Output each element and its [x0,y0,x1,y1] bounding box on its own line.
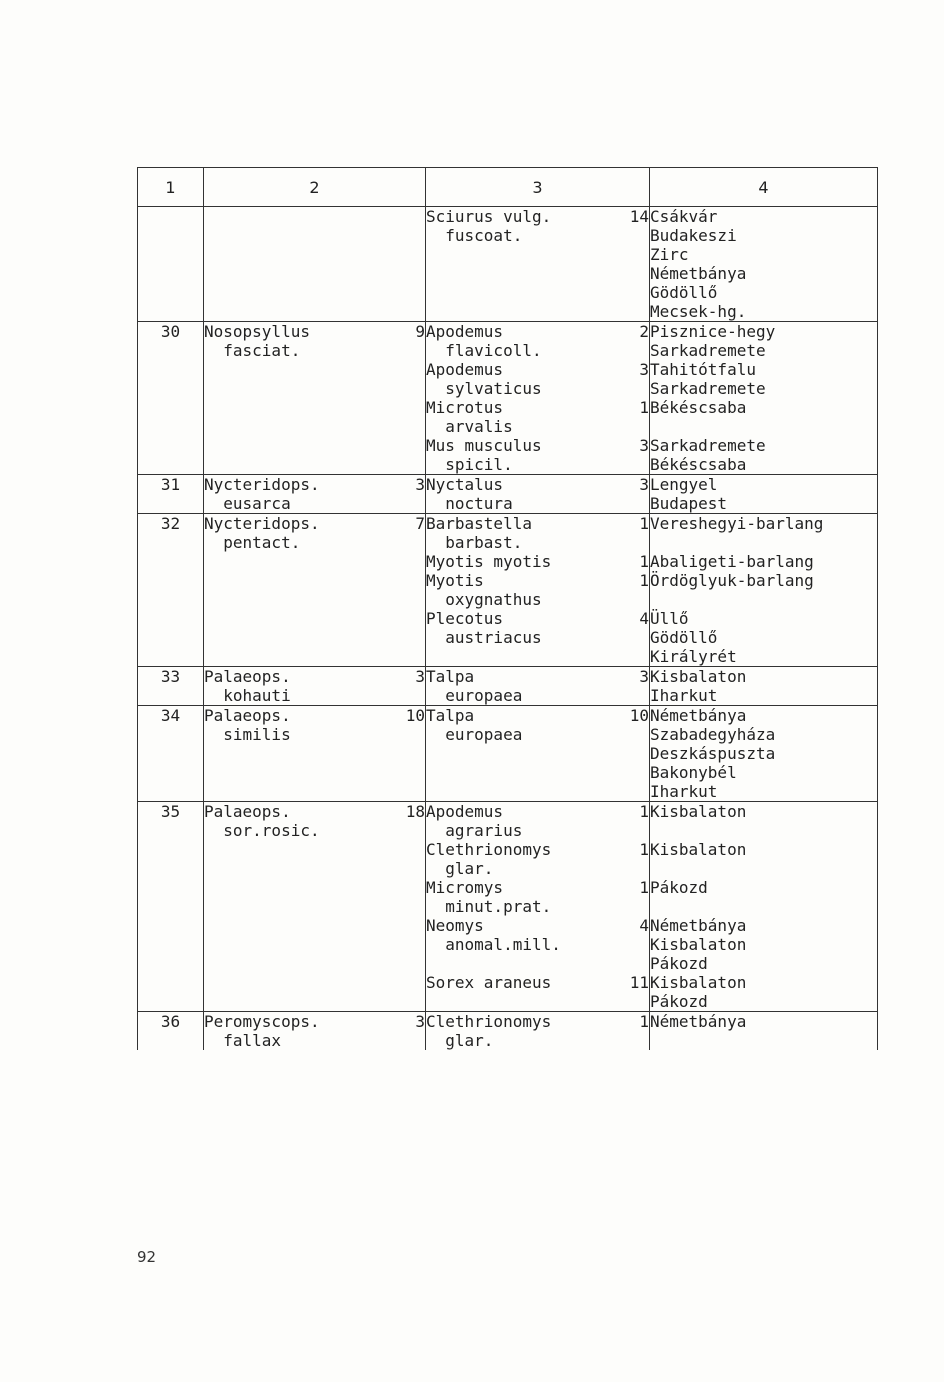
table-row [138,802,878,1012]
host-count: 3 [639,475,649,494]
host-count: 3 [639,360,649,379]
row-number: 30 [138,322,204,475]
host-species: Apodemus sylvaticus [426,360,542,398]
table-row [138,1012,878,1051]
flea-species: Nycteridops. eusarca [204,475,382,514]
host-count-list [606,667,650,706]
host-count: 1 [639,552,649,571]
host-count-list [606,802,650,1012]
host-count: 11 [629,973,649,992]
host-species: Clethrionomys glar. [426,1012,552,1050]
locality-list [650,475,878,514]
host-count: 3 [639,436,649,455]
table-row [138,475,878,514]
row-number: 34 [138,706,204,802]
localities: Abaligeti-barlang [650,552,814,571]
header-col-4: 4 [650,168,878,207]
host-species: Myotis myotis [426,552,552,571]
host-count-list [606,207,650,322]
host-species: Talpa europaea [426,667,523,705]
row-number [138,207,204,322]
host-list [426,706,606,802]
flea-count: 10 [382,706,426,802]
flea-species: Palaeops. kohauti [204,667,382,706]
locality-list [650,207,878,322]
host-count: 3 [639,667,649,686]
host-count: 4 [639,916,649,935]
localities: Lengyel Budapest [650,475,728,513]
host-count: 1 [639,878,649,897]
table-row [138,322,878,475]
host-species: Sorex araneus [426,973,552,992]
host-list [426,322,606,475]
locality-list [650,667,878,706]
localities: Ördöglyuk-barlang [650,571,814,590]
localities: Németbánya [650,1012,747,1031]
host-count-list [606,1012,650,1051]
flea-count [382,207,426,322]
localities: Békéscsaba [650,398,747,417]
host-species: Talpa europaea [426,706,523,744]
localities: Pákozd [650,878,708,897]
flea-count: 3 [382,1012,426,1051]
flea-count: 9 [382,322,426,475]
host-count-list [606,475,650,514]
localities: Tahitótfalu Sarkadremete [650,360,766,398]
host-species: Nyctalus noctura [426,475,513,513]
host-list [426,1012,606,1051]
host-count-list [606,706,650,802]
locality-list [650,1012,878,1051]
flea-species: Nycteridops. pentact. [204,514,382,667]
data-table [137,167,878,1050]
host-species: Apodemus flavicoll. [426,322,542,360]
host-count: 1 [639,571,649,590]
host-count: 4 [639,609,649,628]
host-count: 14 [629,207,649,226]
table-row [138,667,878,706]
localities: Kisbalaton Iharkut [650,667,747,705]
locality-list [650,706,878,802]
table-row [138,207,878,322]
flea-species: Nosopsyllus fasciat. [204,322,382,475]
flea-count: 7 [382,514,426,667]
table-row [138,514,878,667]
host-count: 2 [639,322,649,341]
flea-count: 3 [382,667,426,706]
localities: Kisbalaton Pákozd [650,973,747,1011]
localities: Kisbalaton [650,802,747,821]
row-number: 31 [138,475,204,514]
flea-count: 18 [382,802,426,1012]
host-species: Micromys minut.prat. [426,878,552,916]
locality-list [650,514,878,667]
localities: Vereshegyi-barlang [650,514,824,533]
row-number: 35 [138,802,204,1012]
host-count: 1 [639,840,649,859]
flea-species: Palaeops. sor.rosic. [204,802,382,1012]
localities: Németbánya Kisbalaton Pákozd [650,916,747,973]
flea-species: Palaeops. similis [204,706,382,802]
row-number: 32 [138,514,204,667]
host-list [426,207,606,322]
table-row [138,706,878,802]
header-col-2: 2 [204,168,426,207]
host-species: Neomys anomal.mill. [426,916,561,954]
host-species: Sciurus vulg. fuscoat. [426,207,552,245]
host-list [426,514,606,667]
host-count-list [606,322,650,475]
host-species: Apodemus agrarius [426,802,523,840]
header-col-3: 3 [426,168,650,207]
row-number: 33 [138,667,204,706]
flea-count: 3 [382,475,426,514]
host-count: 1 [639,802,649,821]
localities: Üllő Gödöllő Királyrét [650,609,737,666]
localities: Sarkadremete Békéscsaba [650,436,766,474]
header-col-1: 1 [138,168,204,207]
localities: Németbánya Szabadegyháza Deszkáspuszta Bakonybél Iharkut [650,706,776,801]
host-species: Mus musculus spicil. [426,436,542,474]
page-number: 92 [137,1248,157,1266]
host-list [426,475,606,514]
host-species: Clethrionomys glar. [426,840,552,878]
locality-list [650,322,878,475]
localities: Kisbalaton [650,840,747,859]
localities: Pisznice-hegy Sarkadremete [650,322,776,360]
flea-species [204,207,382,322]
row-number: 36 [138,1012,204,1051]
host-list [426,802,606,1012]
host-count: 1 [639,398,649,417]
host-count: 10 [629,706,649,725]
localities: Csákvár Budakeszi Zirc Németbánya Gödöllő Mecsek-hg. [650,207,747,321]
host-count-list [606,514,650,667]
host-species: Barbastella barbast. [426,514,532,552]
flea-species: Peromyscops. fallax [204,1012,382,1051]
host-species: Plecotus austriacus [426,609,542,647]
host-count: 1 [639,514,649,533]
host-species: Myotis oxygnathus [426,571,542,609]
locality-list [650,802,878,1012]
header-row [138,168,878,207]
host-list [426,667,606,706]
host-count: 1 [639,1012,649,1031]
host-species: Microtus arvalis [426,398,513,436]
